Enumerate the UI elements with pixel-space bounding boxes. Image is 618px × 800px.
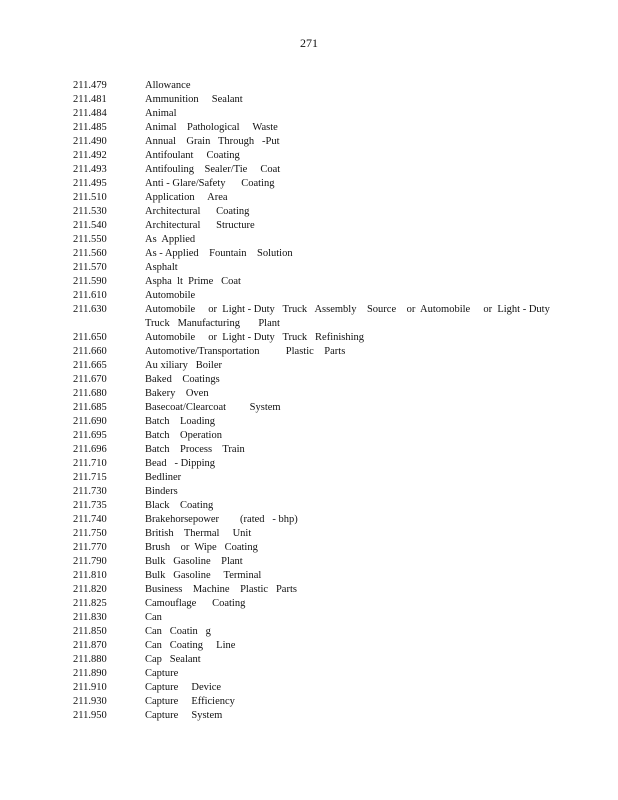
defined-term: [145, 177, 593, 191]
defined-term-text: Bulk Gasoline Terminal: [145, 570, 262, 581]
section-number: 211.670: [73, 374, 107, 385]
defined-term-text: Can: [145, 612, 162, 623]
definition-entry: [73, 653, 593, 667]
section-number: 211.715: [73, 472, 107, 483]
defined-term: [145, 93, 593, 107]
definition-entry: [73, 667, 593, 681]
defined-term-text: Cap Sealant: [145, 654, 201, 665]
defined-term: [145, 233, 593, 247]
defined-term-text: Aspha lt Prime Coat: [145, 276, 241, 287]
section-number: 211.825: [73, 598, 107, 609]
defined-term: [145, 499, 593, 513]
defined-term-text: As Applied: [145, 234, 196, 245]
section-number: 211.710: [73, 458, 107, 469]
defined-term-text: Application Area: [145, 192, 228, 203]
defined-term-text: Automotive/Transportation Plastic Parts: [145, 346, 346, 357]
defined-term-text: Capture Device: [145, 682, 222, 693]
defined-term: [145, 443, 593, 457]
definition-entry: [73, 541, 593, 555]
definition-entry: [73, 527, 593, 541]
section-number: 211.880: [73, 654, 107, 665]
section-number: 211.695: [73, 430, 107, 441]
defined-term: [145, 429, 593, 443]
definition-entry: [73, 457, 593, 471]
definition-entry: [73, 709, 593, 723]
definition-entry: [73, 401, 593, 415]
defined-term: [145, 457, 593, 471]
definition-entry: [73, 191, 593, 205]
section-number: 211.870: [73, 640, 107, 651]
defined-term-text: Brakehorsepower (rated - bhp): [145, 514, 298, 525]
defined-term: [145, 597, 593, 611]
section-number: 211.560: [73, 248, 107, 259]
definition-entry: [73, 695, 593, 709]
defined-term-text: Baked Coatings: [145, 374, 220, 385]
defined-term: [145, 261, 593, 275]
defined-term: [145, 513, 593, 527]
section-number: 211.610: [73, 290, 107, 301]
definition-entry: [73, 149, 593, 163]
section-number: 211.685: [73, 402, 107, 413]
definition-entry: [73, 233, 593, 247]
defined-term-text: Animal: [145, 108, 177, 119]
defined-term-text: Antifouling Sealer/Tie Coat: [145, 164, 281, 175]
defined-term: [145, 471, 593, 485]
defined-term: [145, 107, 593, 121]
defined-term-text: As - Applied Fountain Solution: [145, 248, 293, 259]
definition-entry: [73, 247, 593, 261]
definition-entry: [73, 373, 593, 387]
defined-term-text: Antifoulant Coating: [145, 150, 240, 161]
defined-term: [145, 79, 593, 93]
defined-term: [145, 681, 593, 695]
section-number: 211.820: [73, 584, 107, 595]
defined-term: [145, 303, 593, 331]
section-number: 211.550: [73, 234, 107, 245]
definition-list: [73, 79, 593, 723]
defined-term: [145, 583, 593, 597]
section-number: 211.770: [73, 542, 107, 553]
defined-term-text: Can Coatin g: [145, 626, 211, 637]
defined-term-text: Annual Grain Through -Put: [145, 136, 280, 147]
definition-entry: [73, 611, 593, 625]
defined-term-text: Bakery Oven: [145, 388, 209, 399]
defined-term: [145, 387, 593, 401]
section-number: 211.740: [73, 514, 107, 525]
section-number: 211.630: [73, 304, 107, 315]
section-number: 211.930: [73, 696, 107, 707]
section-number: 211.660: [73, 346, 107, 357]
defined-term: [145, 415, 593, 429]
defined-term: [145, 163, 593, 177]
defined-term-text: Business Machine Plastic Parts: [145, 584, 297, 595]
section-number: 211.810: [73, 570, 107, 581]
defined-term: [145, 667, 593, 681]
section-number: 211.495: [73, 178, 107, 189]
definition-entry: [73, 597, 593, 611]
defined-term-text: Au xiliary Boiler: [145, 360, 222, 371]
definition-entry: [73, 177, 593, 191]
defined-term-text: Camouflage Coating: [145, 598, 246, 609]
defined-term: [145, 135, 593, 149]
defined-term: [145, 569, 593, 583]
section-number: 211.735: [73, 500, 107, 511]
defined-term: [145, 653, 593, 667]
defined-term: [145, 219, 593, 233]
defined-term: [145, 247, 593, 261]
definition-entry: [73, 205, 593, 219]
defined-term-text: British Thermal Unit: [145, 528, 252, 539]
definition-entry: [73, 639, 593, 653]
section-number: 211.479: [73, 80, 107, 91]
definition-entry: [73, 135, 593, 149]
defined-term: [145, 275, 593, 289]
section-number: 211.570: [73, 262, 107, 273]
section-number: 211.492: [73, 150, 107, 161]
defined-term: [145, 695, 593, 709]
section-number: 211.510: [73, 192, 107, 203]
defined-term-text: Black Coating: [145, 500, 214, 511]
section-number: 211.665: [73, 360, 107, 371]
definition-entry: [73, 289, 593, 303]
defined-term: [145, 639, 593, 653]
defined-term-text: Binders: [145, 486, 178, 497]
defined-term-text: Bulk Gasoline Plant: [145, 556, 243, 567]
definition-entry: [73, 429, 593, 443]
definition-entry: [73, 443, 593, 457]
section-number: 211.490: [73, 136, 107, 147]
defined-term-text: Animal Pathological Waste: [145, 122, 278, 133]
definition-entry: [73, 163, 593, 177]
defined-term: [145, 359, 593, 373]
definition-entry: [73, 471, 593, 485]
section-number: 211.950: [73, 710, 107, 721]
definition-entry: [73, 485, 593, 499]
defined-term-text: Brush or Wipe Coating: [145, 542, 258, 553]
defined-term-text: Basecoat/Clearcoat System: [145, 402, 281, 413]
definition-entry: [73, 513, 593, 527]
defined-term: [145, 401, 593, 415]
definition-entry: [73, 359, 593, 373]
defined-term-text: Can Coating Line: [145, 640, 236, 651]
section-number: 211.696: [73, 444, 107, 455]
defined-term-text: Automobile: [145, 290, 196, 301]
section-number: 211.485: [73, 122, 107, 133]
defined-term-text: Asphalt: [145, 262, 178, 273]
section-number: 211.890: [73, 668, 107, 679]
definition-entry: [73, 345, 593, 359]
definition-entry: [73, 681, 593, 695]
defined-term-text: Architectural Coating: [145, 206, 250, 217]
defined-term-text: Ammunition Sealant: [145, 94, 243, 105]
defined-term: [145, 289, 593, 303]
definition-entry: [73, 303, 593, 331]
defined-term-text: Automobile or Light - Duty Truck Refinishing: [145, 332, 365, 343]
section-number: 211.484: [73, 108, 107, 119]
section-number: 211.493: [73, 164, 107, 175]
definition-entry: [73, 387, 593, 401]
defined-term: [145, 191, 593, 205]
section-number: 211.590: [73, 276, 107, 287]
defined-term: [145, 331, 593, 345]
section-number: 211.910: [73, 682, 107, 693]
section-number: 211.850: [73, 626, 107, 637]
defined-term-text: Anti - Glare/Safety Coating: [145, 178, 275, 189]
defined-term-continuation: Truck Manufacturing Plant: [145, 318, 280, 329]
defined-term-text: Capture: [145, 668, 179, 679]
definition-entry: [73, 499, 593, 513]
definition-entry: [73, 219, 593, 233]
section-number: 211.830: [73, 612, 107, 623]
definition-entry: [73, 261, 593, 275]
defined-term: [145, 205, 593, 219]
section-number: 211.540: [73, 220, 107, 231]
defined-term-text: Batch Loading: [145, 416, 215, 427]
definition-entry: [73, 93, 593, 107]
definition-entry: [73, 79, 593, 93]
defined-term: [145, 345, 593, 359]
defined-term-text: Batch Process Train: [145, 444, 245, 455]
defined-term: [145, 709, 593, 723]
section-number: 211.481: [73, 94, 107, 105]
defined-term-text: Capture System: [145, 710, 223, 721]
defined-term: [145, 555, 593, 569]
definition-entry: [73, 583, 593, 597]
defined-term: [145, 149, 593, 163]
section-number: 211.690: [73, 416, 107, 427]
section-number: 211.530: [73, 206, 107, 217]
definition-entry: [73, 625, 593, 639]
definition-entry: [73, 275, 593, 289]
definition-entry: [73, 121, 593, 135]
section-number: 211.730: [73, 486, 107, 497]
section-number: 211.790: [73, 556, 107, 567]
defined-term: [145, 625, 593, 639]
definition-entry: [73, 331, 593, 345]
defined-term-text: Architectural Structure: [145, 220, 255, 231]
defined-term-text: Bedliner: [145, 472, 182, 483]
section-number: 211.680: [73, 388, 107, 399]
defined-term: [145, 611, 593, 625]
defined-term: [145, 373, 593, 387]
definition-entry: [73, 569, 593, 583]
section-number: 211.750: [73, 528, 107, 539]
defined-term-text: Automobile or Light - Duty Truck Assembly Source or Automobile or Light - Duty: [145, 304, 550, 315]
defined-term: [145, 527, 593, 541]
definition-entry: [73, 107, 593, 121]
defined-term: [145, 121, 593, 135]
defined-term-text: Allowance: [145, 80, 191, 91]
defined-term-text: Batch Operation: [145, 430, 222, 441]
defined-term-text: Bead - Dipping: [145, 458, 215, 469]
defined-term-text: Capture Efficiency: [145, 696, 235, 707]
page-number: 271: [300, 36, 318, 50]
section-number: 211.650: [73, 332, 107, 343]
definition-entry: [73, 555, 593, 569]
definition-entry: [73, 415, 593, 429]
defined-term: [145, 485, 593, 499]
defined-term: [145, 541, 593, 555]
